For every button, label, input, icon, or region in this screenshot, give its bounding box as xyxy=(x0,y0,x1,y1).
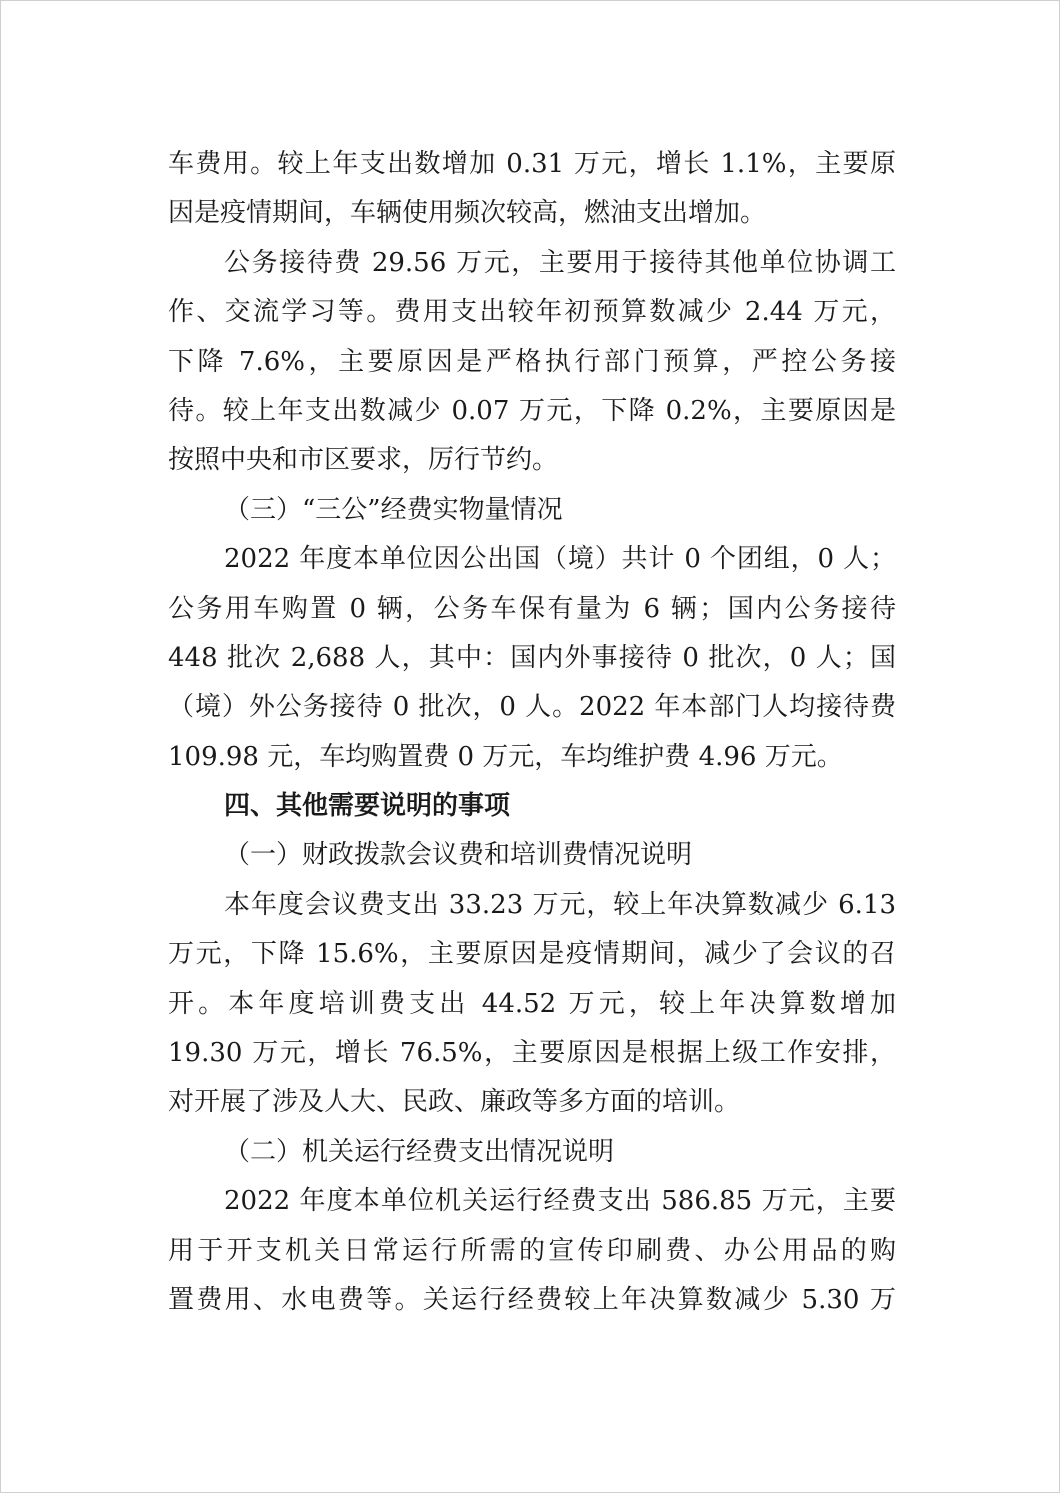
paragraph-line: 开。本年度培训费支出 44.52 万元，较上年决算数增加 xyxy=(168,988,896,1019)
paragraph-line: 2022 年度本单位因公出国（境）共计 0 个团组，0 人； xyxy=(224,544,896,575)
section-subheading: （二）机关运行经费支出情况说明 xyxy=(224,1136,615,1167)
section-subheading: （三）“三公”经费实物量情况 xyxy=(224,494,563,525)
paragraph-line: （境）外公务接待 0 批次，0 人。2022 年本部门人均接待费 xyxy=(168,692,896,723)
paragraph-line: 公务用车购置 0 辆，公务车保有量为 6 辆；国内公务接待 xyxy=(168,593,896,624)
paragraph-line: 2022 年度本单位机关运行经费支出 586.85 万元，主要 xyxy=(224,1186,896,1217)
paragraph-line: 109.98 元，车均购置费 0 万元，车均维护费 4.96 万元。 xyxy=(168,741,843,772)
paragraph-line: 待。较上年支出数减少 0.07 万元，下降 0.2%，主要原因是 xyxy=(168,395,896,426)
paragraph-line: 按照中央和市区要求，厉行节约。 xyxy=(168,445,559,476)
paragraph-line: 448 批次 2,688 人，其中：国内外事接待 0 批次，0 人；国 xyxy=(168,642,896,673)
paragraph-line: 作、交流学习等。费用支出较年初预算数减少 2.44 万元， xyxy=(168,297,896,328)
body-text xyxy=(168,140,896,1325)
section-subheading: （一）财政拨款会议费和培训费情况说明 xyxy=(224,840,693,871)
paragraph-line: 下降 7.6%，主要原因是严格执行部门预算，严控公务接 xyxy=(168,346,896,377)
paragraph-line: 因是疫情期间，车辆使用频次较高，燃油支出增加。 xyxy=(168,198,767,229)
paragraph-line: 本年度会议费支出 33.23 万元，较上年决算数减少 6.13 xyxy=(224,889,896,920)
paragraph-line: 车费用。较上年支出数增加 0.31 万元，增长 1.1%，主要原 xyxy=(168,149,896,179)
paragraph-line: 19.30 万元，增长 76.5%，主要原因是根据上级工作安排， xyxy=(168,1038,896,1069)
paragraph-line: 置费用、水电费等。关运行经费较上年决算数减少 5.30 万 xyxy=(168,1284,896,1315)
paragraph-line: 万元，下降 15.6%，主要原因是疫情期间，减少了会议的召 xyxy=(168,939,896,970)
section-heading: 四、其他需要说明的事项 xyxy=(224,791,511,822)
paragraph-line: 对开展了涉及人大、民政、廉政等多方面的培训。 xyxy=(168,1087,741,1118)
paragraph-line: 公务接待费 29.56 万元，主要用于接待其他单位协调工 xyxy=(224,247,896,278)
paragraph-line: 用于开支机关日常运行所需的宣传印刷费、办公用品的购 xyxy=(168,1235,896,1266)
